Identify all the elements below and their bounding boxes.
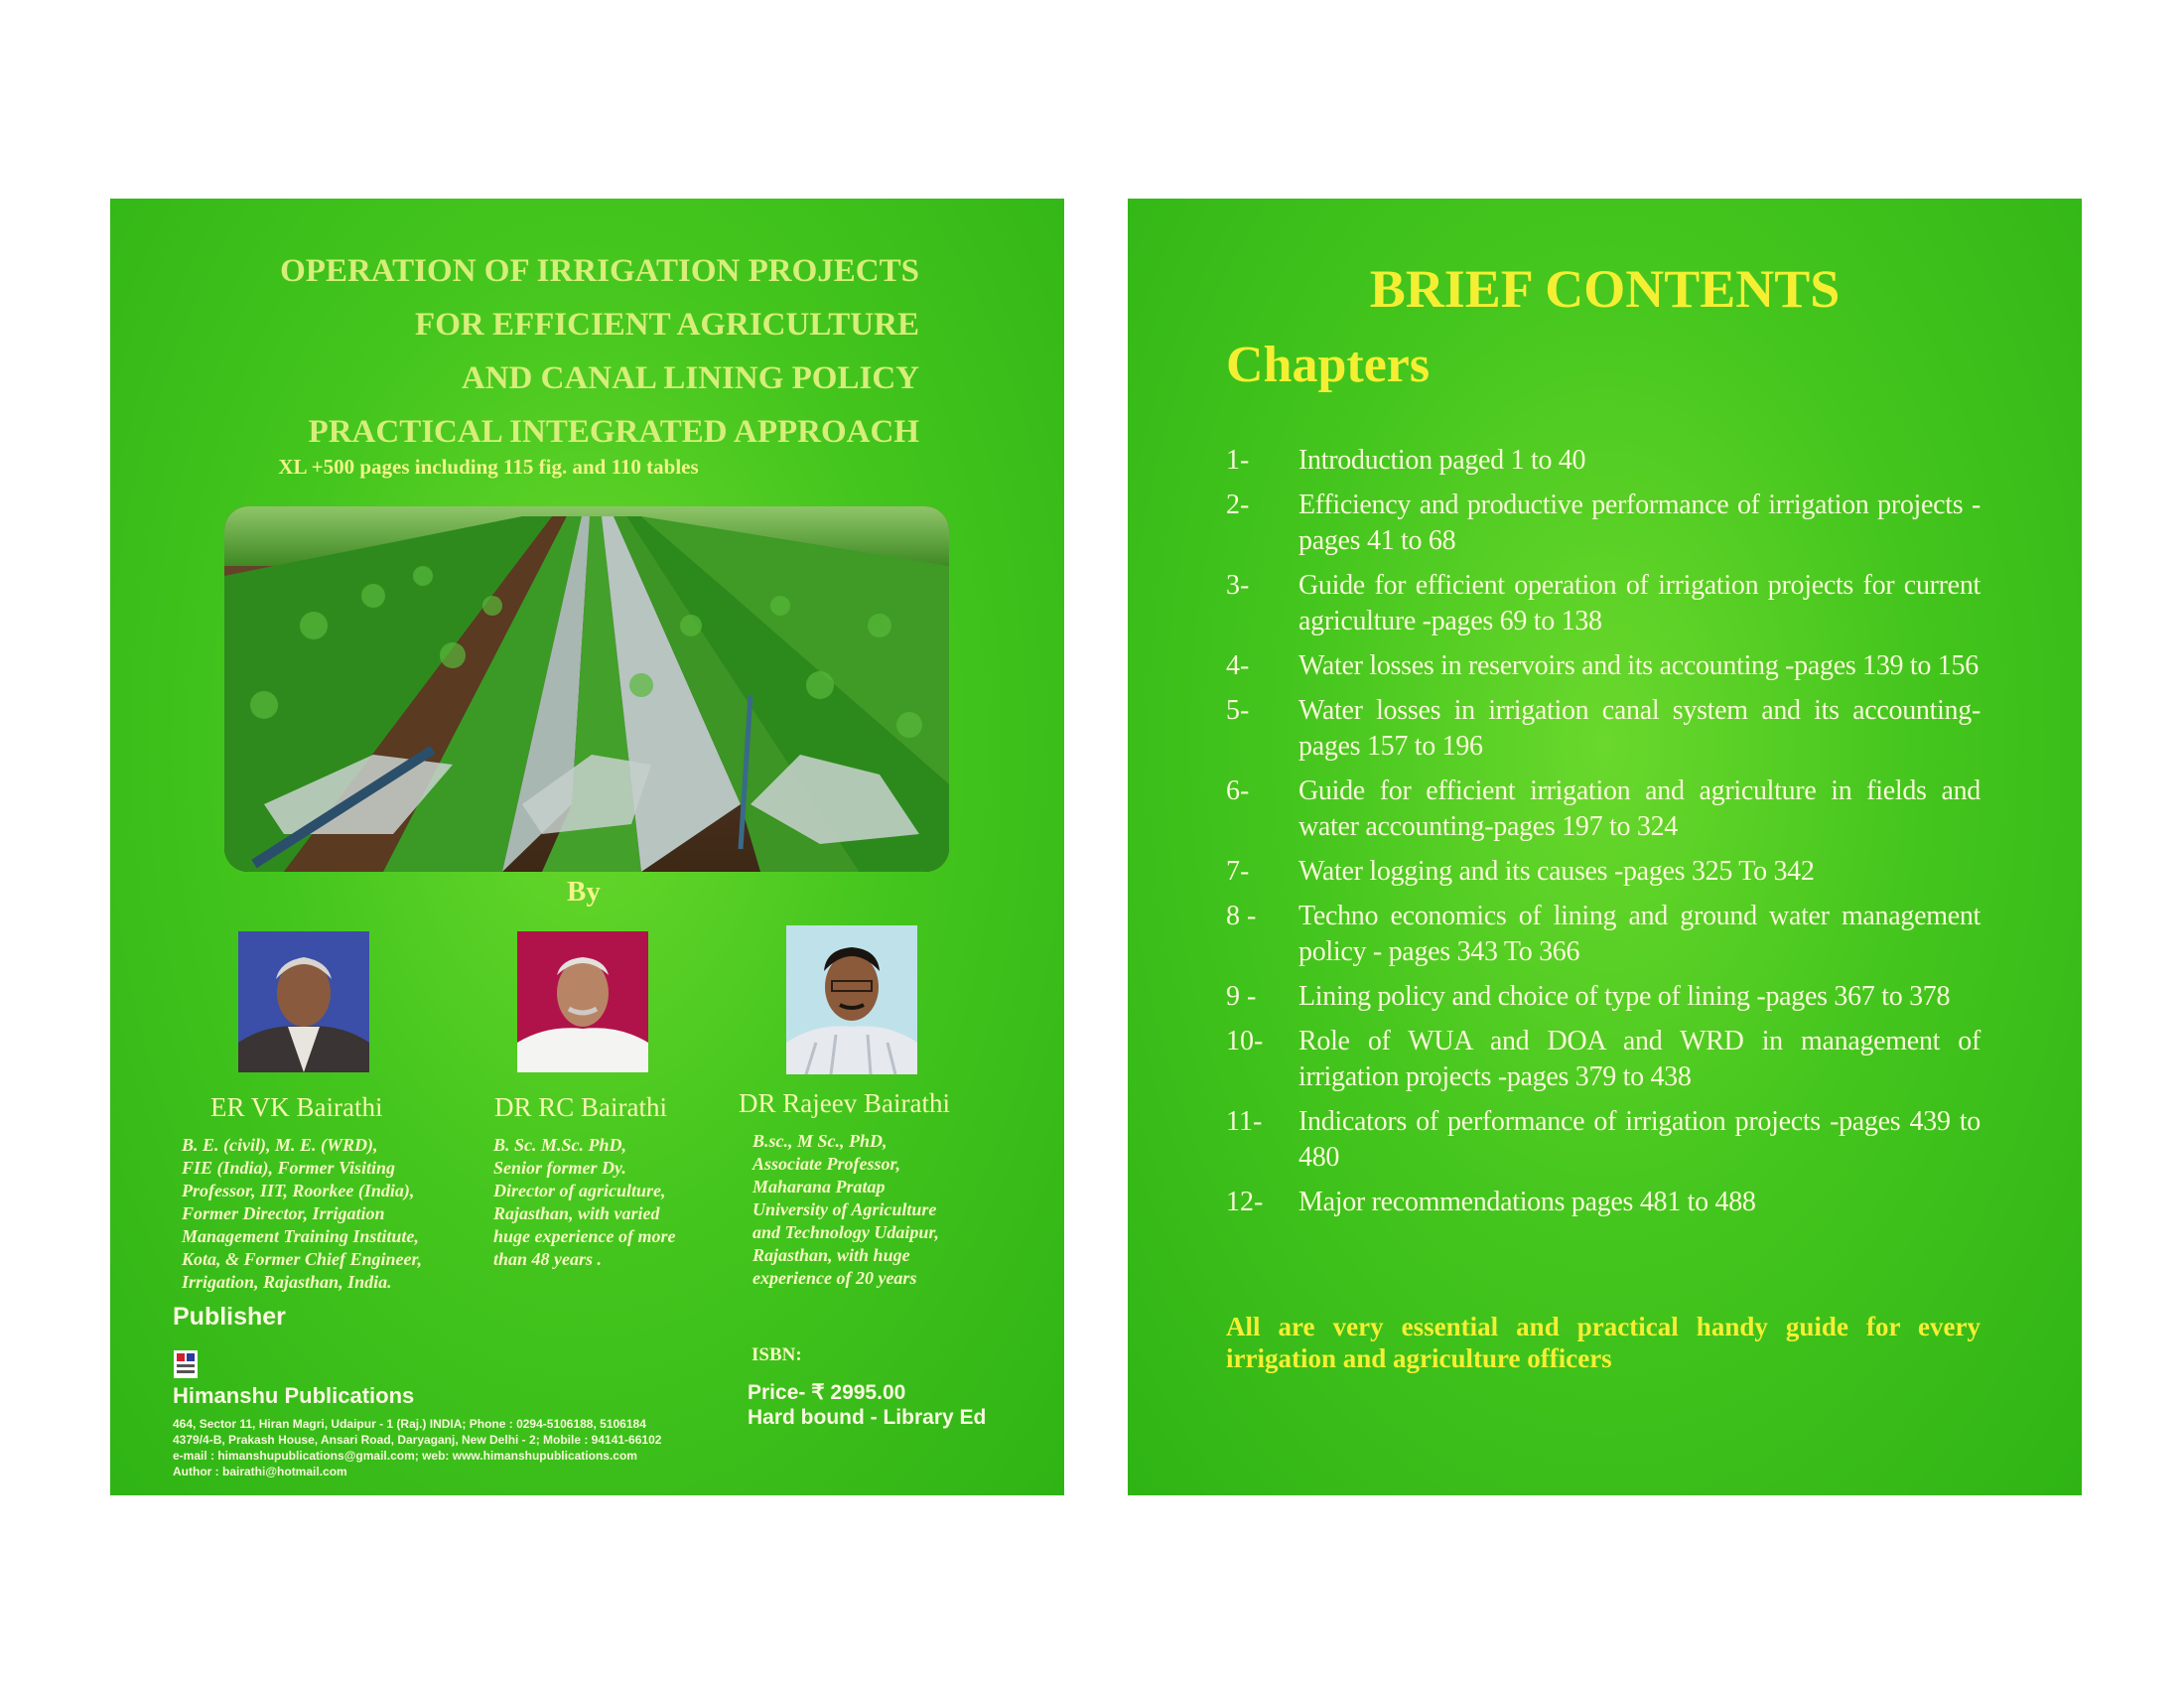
- chapter-title: Guide for efficient irrigation and agriculture in fields and water accounting-pages 197 to 324: [1298, 775, 1980, 842]
- chapter-item: [1226, 1104, 1980, 1176]
- chapter-number: 7-: [1226, 856, 1250, 887]
- author-name: ER VK Bairathi: [210, 1092, 383, 1122]
- chapter-title: Introduction paged 1 to 40: [1298, 445, 1586, 476]
- chapter-number: 1-: [1226, 445, 1250, 476]
- chapter-item: [1226, 979, 1980, 1015]
- chapter-title: Water logging and its causes -pages 325 To 342: [1298, 856, 1815, 887]
- book-cover: [110, 199, 1064, 1495]
- author-description: B. E. (civil), M. E. (WRD), FIE (India), Former Visiting Professor, IIT, Roorkee (India), Former Director, Irrigation Management Training Institute, Kota, & Former Chief Engineer, Irrigation, Rajasthan, India.: [182, 1135, 423, 1292]
- chapter-title: Major recommendations pages 481 to 488: [1298, 1187, 1756, 1217]
- author-photo-rajeev-bairathi: [786, 925, 917, 1074]
- page-count-line: XL +500 pages including 115 fig. and 110 tables: [278, 455, 699, 479]
- publisher-name: Himanshu Publications: [173, 1383, 415, 1408]
- contents-heading: BRIEF CONTENTS: [1369, 259, 1841, 319]
- irrigation-field-photo: [224, 506, 949, 872]
- price: Price- ₹ 2995.00: [748, 1381, 906, 1404]
- chapter-item: [1226, 1024, 1980, 1095]
- cover-title-line: OPERATION OF IRRIGATION PROJECTS: [280, 253, 919, 289]
- by-label: By: [567, 876, 601, 908]
- author-description: B.sc., M Sc., PhD, Associate Professor, Maharana Pratap University of Agriculture and Technology Udaipur, Rajasthan, with huge experience of 20 years: [752, 1131, 939, 1288]
- chapter-item: [1226, 568, 1980, 639]
- chapter-number: 12-: [1226, 1187, 1264, 1217]
- chapter-item: [1226, 648, 1980, 684]
- chapter-number: 5-: [1226, 695, 1250, 726]
- chapters-subheading: Chapters: [1226, 337, 1431, 393]
- author-photo-rc-bairathi: [517, 931, 648, 1072]
- author-name: DR RC Bairathi: [494, 1092, 667, 1122]
- contents-footer-note: All are very essential and practical handy guide for every irrigation and agriculture officers: [1226, 1312, 1980, 1373]
- chapter-title: Techno economics of lining and ground water management policy - pages 343 To 366: [1298, 901, 1980, 967]
- author-name: DR Rajeev Bairathi: [739, 1088, 950, 1118]
- chapter-item: [1226, 899, 1980, 970]
- chapter-title: Role of WUA and DOA and WRD in management of irrigation projects -pages 379 to 438: [1298, 1026, 1980, 1092]
- chapter-list: [1226, 443, 1980, 1229]
- cover-title-line: PRACTICAL INTEGRATED APPROACH: [308, 414, 919, 450]
- cover-title: [145, 244, 919, 459]
- chapter-item: [1226, 693, 1980, 765]
- brief-contents-page: [1128, 199, 2082, 1495]
- chapter-number: 6-: [1226, 775, 1250, 806]
- chapter-title: Lining policy and choice of type of lining -pages 367 to 378: [1298, 981, 1951, 1012]
- chapter-number: 8 -: [1226, 901, 1257, 931]
- chapter-item: [1226, 774, 1980, 845]
- publisher-address: 464, Sector 11, Hiran Magri, Udaipur - 1 (Raj.) INDIA; Phone : 0294-5106188, 5106184 4379/4-B, Prakash House, Ansari Road, Daryaganj, New Delhi - 2; Mobile : 94141-66102 e-mail : himanshupublications@gmail.com; web: www.himanshupublications.com Author : bairathi@hotmail.com: [173, 1417, 662, 1478]
- cover-title-line: AND CANAL LINING POLICY: [461, 360, 919, 396]
- chapter-item: [1226, 488, 1980, 559]
- cover-title-line: FOR EFFICIENT AGRICULTURE: [415, 307, 919, 343]
- chapter-title: Indicators of performance of irrigation projects -pages 439 to 480: [1298, 1106, 1980, 1173]
- publisher-label: Publisher: [173, 1303, 286, 1331]
- chapter-number: 9 -: [1226, 981, 1257, 1012]
- chapter-item: [1226, 854, 1980, 890]
- chapter-number: 2-: [1226, 490, 1250, 520]
- chapter-number: 4-: [1226, 650, 1250, 681]
- chapter-item: [1226, 443, 1980, 479]
- publisher-logo-icon: [174, 1350, 198, 1378]
- chapter-number: 11-: [1226, 1106, 1263, 1137]
- chapter-title: Efficiency and productive performance of irrigation projects -pages 41 to 68: [1298, 490, 1980, 556]
- chapter-title: Water losses in reservoirs and its accounting -pages 139 to 156: [1298, 650, 1979, 681]
- author-description: B. Sc. M.Sc. PhD, Senior former Dy. Director of agriculture, Rajasthan, with varied huge experience of more than 48 years .: [493, 1135, 676, 1269]
- chapter-title: Water losses in irrigation canal system and its accounting-pages 157 to 196: [1298, 695, 1980, 762]
- author-photo-vk-bairathi: [238, 931, 369, 1072]
- chapter-number: 10-: [1226, 1026, 1264, 1056]
- chapter-title: Guide for efficient operation of irrigation projects for current agriculture -pages 69 to 138: [1298, 570, 1980, 636]
- chapter-number: 3-: [1226, 570, 1250, 601]
- price-block: [748, 1380, 986, 1430]
- binding: Hard bound - Library Ed: [748, 1406, 987, 1429]
- isbn-label: ISBN:: [751, 1344, 802, 1365]
- chapter-item: [1226, 1185, 1980, 1220]
